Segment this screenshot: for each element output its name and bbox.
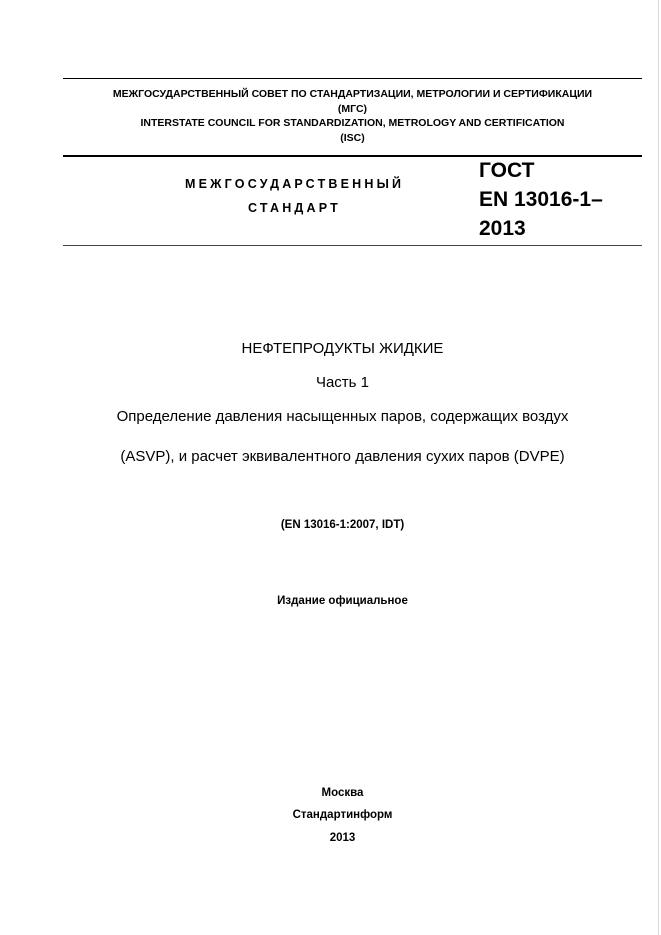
council-abbr-ru: (МГС) <box>337 103 368 115</box>
council-name-en: INTERSTATE COUNCIL FOR STANDARDIZATION, METROLOGY AND CERTIFICATION <box>140 117 565 129</box>
imprint-publisher: Стандартинформ <box>292 809 393 821</box>
standard-code-line1: ГОСТ <box>479 159 535 182</box>
header-top-rule <box>63 78 642 79</box>
standard-code-line3: 2013 <box>479 217 526 240</box>
document-part: Часть 1 <box>315 374 370 391</box>
council-abbr-en: (ISC) <box>340 132 365 144</box>
header-bottom-rule <box>63 245 642 246</box>
document-title: НЕФТЕПРОДУКТЫ ЖИДКИЕ <box>241 340 444 357</box>
imprint-city: Москва <box>321 787 364 799</box>
standard-type-line1: МЕЖГОСУДАРСТВЕННЫЙ <box>185 177 405 191</box>
document-subtitle-line2: (ASVP), и расчет эквивалентного давления сухих паров (DVPE) <box>120 448 565 465</box>
imprint-year: 2013 <box>329 832 356 844</box>
standard-type-line2: СТАНДАРТ <box>248 201 341 215</box>
document-subtitle-line1: Определение давления насыщенных паров, содержащих воздух <box>116 408 569 425</box>
reference-standard: (EN 13016-1:2007, IDT) <box>280 519 405 531</box>
header-middle-rule <box>63 155 642 157</box>
edition-note: Издание официальное <box>277 595 408 607</box>
standard-code-line2: EN 13016-1– <box>479 188 603 211</box>
council-name-ru: МЕЖГОСУДАРСТВЕННЫЙ СОВЕТ ПО СТАНДАРТИЗАЦИИ, МЕТРОЛОГИИ И СЕРТИФИКАЦИИ <box>112 88 593 100</box>
